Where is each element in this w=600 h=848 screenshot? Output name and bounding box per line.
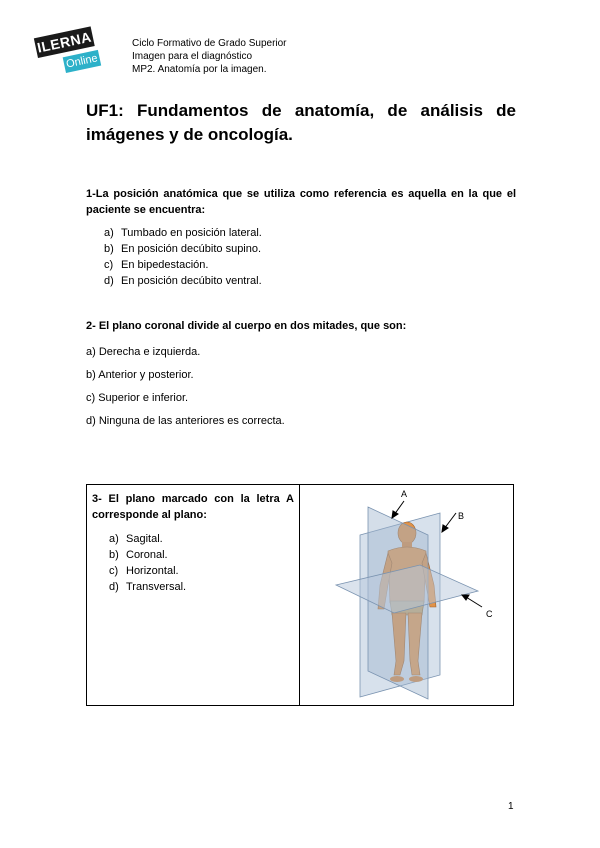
course-line: Ciclo Formativo de Grado Superior xyxy=(132,38,287,49)
label-c: C xyxy=(486,609,493,619)
horizontal-plane xyxy=(336,565,478,613)
question-3: 3- El plano marcado con la letra A corresponde al plano: xyxy=(92,493,294,521)
label-b: B xyxy=(458,511,465,521)
page-title: UF1: Fundamentos de anatomía, de análisis de imágenes y de oncología. xyxy=(86,101,516,144)
anatomical-planes-figure xyxy=(300,485,514,705)
label-a: A xyxy=(401,489,408,499)
course-line: MP2. Anatomía por la imagen. xyxy=(132,64,267,75)
course-line: Imagen para el diagnóstico xyxy=(132,51,253,62)
option: a) Sagital. xyxy=(109,533,163,545)
option: d) Ninguna de las anteriores es correcta. xyxy=(86,415,285,427)
option: a) Tumbado en posición lateral. xyxy=(104,227,262,239)
question-1-options xyxy=(104,225,262,289)
option: d) En posición decúbito ventral. xyxy=(104,275,262,287)
option: b) Coronal. xyxy=(109,549,168,561)
option: d) Transversal. xyxy=(109,581,187,593)
option: c) En bipedestación. xyxy=(104,259,209,271)
question-2: 2- El plano coronal divide al cuerpo en dos mitades, que son: xyxy=(86,320,407,332)
question-3-options xyxy=(109,531,186,595)
question-1: 1-La posición anatómica que se utiliza como referencia es aquella en la que el paciente se encuentra: xyxy=(86,188,516,216)
option: c) Horizontal. xyxy=(109,565,179,577)
logo-text-online: Online xyxy=(63,50,102,73)
ilerna-logo xyxy=(35,28,100,76)
course-info xyxy=(132,37,287,76)
question-3-table xyxy=(86,484,514,706)
logo-text-ilerna: ILERNA xyxy=(34,26,95,58)
option: b) En posición decúbito supino. xyxy=(104,243,262,255)
page-number: 1 xyxy=(508,801,514,812)
option: a) Derecha e izquierda. xyxy=(86,346,201,358)
option: b) Anterior y posterior. xyxy=(86,369,194,381)
option: c) Superior e inferior. xyxy=(86,392,189,404)
